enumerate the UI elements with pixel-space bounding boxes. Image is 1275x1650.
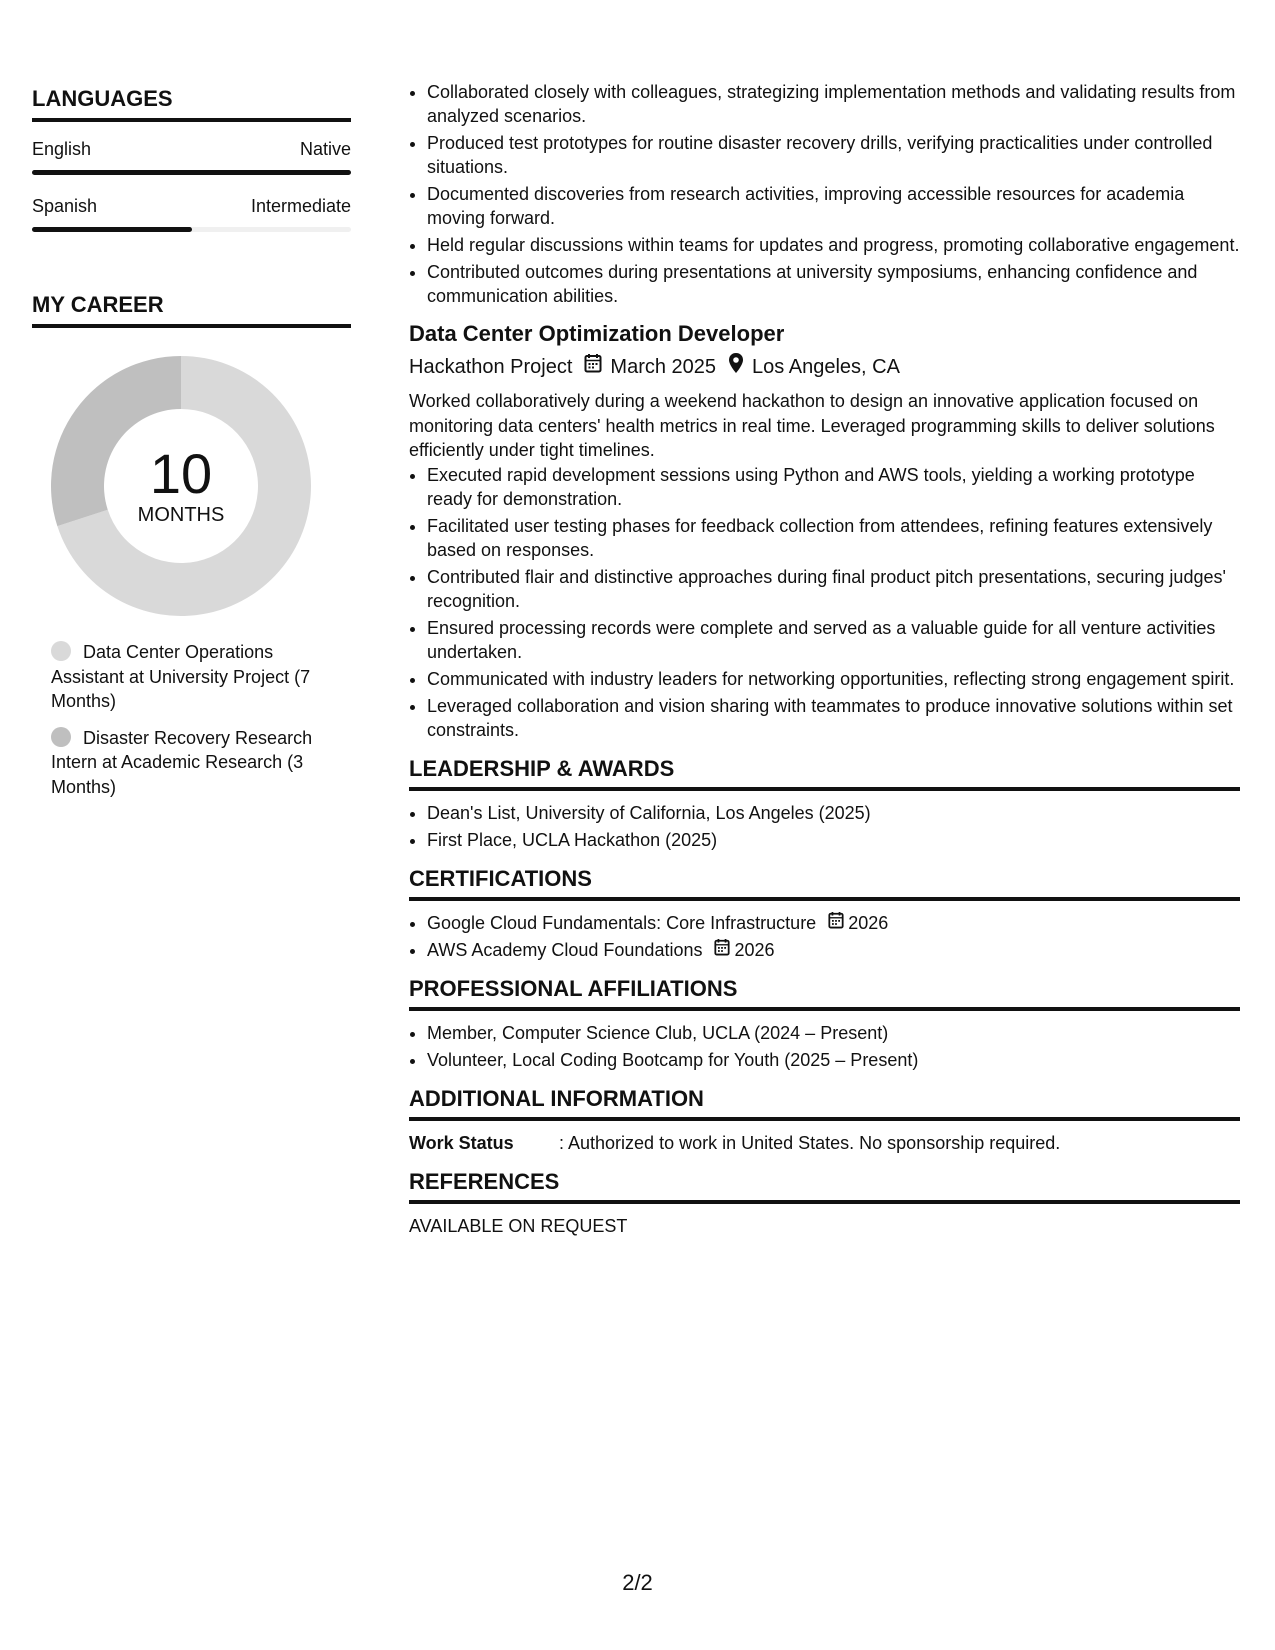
language-name: Spanish <box>32 196 98 216</box>
list-item: • Held regular discussions within teams for updates and progress, promoting collaborative engagement. <box>427 233 1240 257</box>
career-total-unit: MONTHS <box>137 504 225 526</box>
certifications-section <box>409 866 1240 962</box>
experience-bullets-continued <box>409 80 1240 308</box>
list-item: • Leveraged collaboration and vision sharing with teammates to produce innovative solutions within set constraints. <box>427 694 1240 742</box>
languages-heading: LANGUAGES <box>32 86 351 122</box>
certification-name: • AWS Academy Cloud Foundations <box>427 939 703 960</box>
location-pin-icon <box>728 352 744 381</box>
language-item-spanish <box>32 195 351 232</box>
language-list <box>32 138 351 232</box>
references-heading: REFERENCES <box>409 1169 1240 1204</box>
job-description: Worked collaboratively during a weekend hackathon to design an innovative application focused on monitoring data centers' health metrics in real time. Leveraged programming skills to deliver solutions efficiently under tight timelines. <box>409 391 1215 460</box>
additional-info-heading: ADDITIONAL INFORMATION <box>409 1086 1240 1121</box>
legend-label: Data Center Operations Assistant at University Project (7 Months) <box>51 642 311 711</box>
career-donut-chart <box>51 356 311 616</box>
job-entry <box>409 320 1240 742</box>
list-item: • Member, Computer Science Club, UCLA (2024 – Present) <box>427 1021 1240 1045</box>
affiliations-heading: PROFESSIONAL AFFILIATIONS <box>409 976 1240 1011</box>
calendar-icon <box>828 911 844 935</box>
job-meta <box>409 352 1240 381</box>
job-title: Data Center Optimization Developer <box>409 321 785 346</box>
career-legend-item <box>51 640 331 714</box>
certifications-list <box>409 911 1240 962</box>
job-location: Los Angeles, CA <box>752 355 900 378</box>
list-item: • Facilitated user testing phases for feedback collection from attendees, refining features extensively based on responses. <box>427 514 1240 562</box>
career-legend-item <box>51 726 331 800</box>
list-item <box>427 938 1240 962</box>
language-proficiency-fill <box>32 227 192 232</box>
language-item-english <box>32 138 351 175</box>
legend-dot <box>51 727 71 747</box>
list-item: • Produced test prototypes for routine disaster recovery drills, verifying practicalities under controlled situations. <box>427 131 1240 179</box>
career-total-number: 10 <box>149 442 213 505</box>
sidebar <box>32 86 351 811</box>
work-status-label: Work Status <box>409 1132 514 1153</box>
certifications-heading: CERTIFICATIONS <box>409 866 1240 901</box>
list-item: • Executed rapid development sessions using Python and AWS tools, yielding a working prototype ready for demonstration. <box>427 463 1240 511</box>
leadership-list <box>409 801 1240 852</box>
work-status-value: : Authorized to work in United States. No sponsorship required. <box>559 1132 1061 1153</box>
legend-label: Disaster Recovery Research Intern at Academic Research (3 Months) <box>51 727 313 797</box>
references-section <box>409 1169 1240 1238</box>
calendar-icon <box>714 938 730 962</box>
leadership-section <box>409 756 1240 852</box>
career-heading: MY CAREER <box>32 292 351 328</box>
donut-center <box>51 356 311 616</box>
career-legend <box>51 640 331 799</box>
job-company: Hackathon Project <box>409 355 573 378</box>
list-item: • Dean's List, University of California, Los Angeles (2025) <box>427 801 1240 825</box>
certification-year: 2026 <box>734 939 775 960</box>
language-level: Native <box>299 139 351 159</box>
career-section <box>32 292 351 799</box>
calendar-icon <box>584 353 602 380</box>
list-item: • Ensured processing records were complete and served as a valuable guide for all venture activities undertaken. <box>427 616 1240 664</box>
job-bullets <box>409 463 1240 742</box>
list-item: • Volunteer, Local Coding Bootcamp for Youth (2025 – Present) <box>427 1048 1240 1072</box>
legend-dot <box>51 641 71 661</box>
leadership-heading: LEADERSHIP & AWARDS <box>409 756 1240 791</box>
language-level: Intermediate <box>250 196 351 216</box>
language-proficiency-fill <box>32 170 351 175</box>
language-proficiency-bar <box>32 170 351 175</box>
list-item: • Documented discoveries from research activities, improving accessible resources for academia moving forward. <box>427 182 1240 230</box>
certification-name: • Google Cloud Fundamentals: Core Infrastructure <box>427 912 817 933</box>
languages-section <box>32 86 351 232</box>
list-item <box>427 911 1240 935</box>
additional-info-section <box>409 1086 1240 1155</box>
list-item: • Contributed outcomes during presentations at university symposiums, enhancing confidence and communication abilities. <box>427 260 1240 308</box>
list-item: • Contributed flair and distinctive approaches during final product pitch presentations, securing judges' recognition. <box>427 565 1240 613</box>
affiliations-section <box>409 976 1240 1072</box>
language-proficiency-bar <box>32 227 351 232</box>
affiliations-list <box>409 1021 1240 1072</box>
language-name: English <box>32 139 92 159</box>
job-date: March 2025 <box>610 355 717 378</box>
list-item: • Communicated with industry leaders for networking opportunities, reflecting strong engagement spirit. <box>427 667 1240 691</box>
list-item: • Collaborated closely with colleagues, strategizing implementation methods and validating results from analyzed scenarios. <box>427 80 1240 128</box>
references-text: AVAILABLE ON REQUEST <box>409 1215 628 1236</box>
main-column <box>409 80 1240 1238</box>
list-item: • First Place, UCLA Hackathon (2025) <box>427 828 1240 852</box>
page-number: 2/2 <box>622 1570 653 1595</box>
certification-year: 2026 <box>848 912 889 933</box>
work-status-row <box>409 1131 1240 1155</box>
